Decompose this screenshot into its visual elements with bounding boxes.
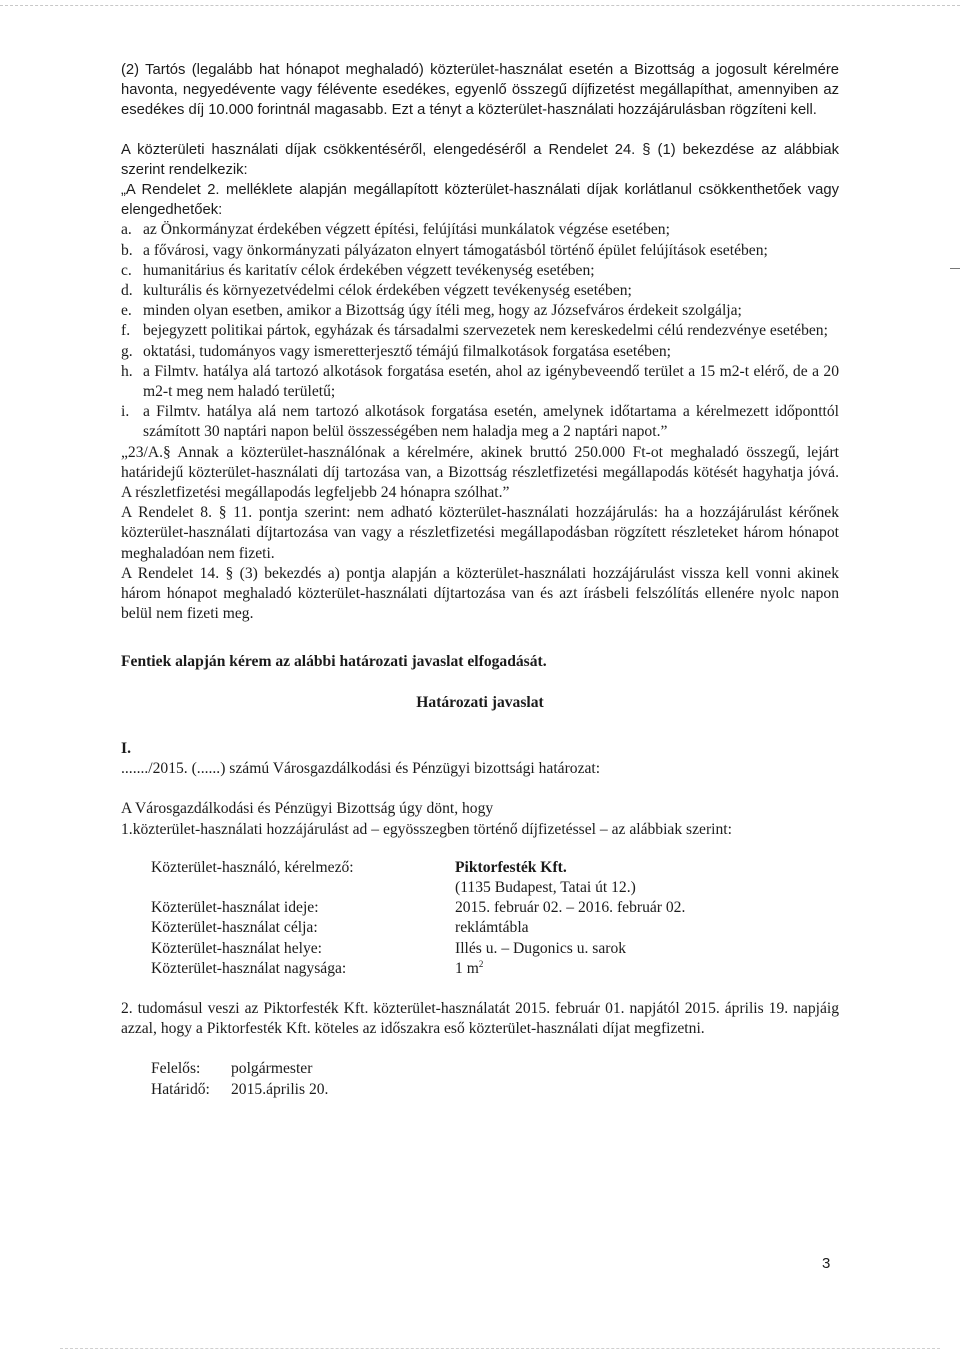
discount-case-item xyxy=(121,301,839,321)
list-item-text: az Önkormányzat érdekében végzett építési, felújítási munkálatok végzése esetében; xyxy=(143,221,670,239)
resolution-title: Határozati javaslat xyxy=(416,693,544,711)
list-item-label: g. xyxy=(121,342,133,360)
detail-value: 2015. február 02. – 2016. február 02. xyxy=(455,899,686,917)
discount-case-item xyxy=(121,342,839,362)
resolution-point-1: 1.közterület-használati hozzájárulást ad – egyösszegben történő díjfizetéssel – az alábbiak szerint: xyxy=(121,820,732,838)
resolution-number-line: ......./2015. (......) számú Városgazdálkodási és Pénzügyi bizottsági határozat: xyxy=(121,760,601,778)
list-item-label: a. xyxy=(121,221,132,239)
detail-key: Közterület-használó, kérelmező: xyxy=(151,858,354,876)
discount-case-item xyxy=(121,281,839,301)
list-item-text: minden olyan esetben, amikor a Bizottság úgy ítéli meg, hogy az Józsefváros érdekeit szolgálja; xyxy=(143,302,742,320)
resolution-decides: A Városgazdálkodási és Pénzügyi Bizottság úgy dönt, hogy xyxy=(121,800,494,818)
detail-value: Illés u. – Dugonics u. sarok xyxy=(455,939,627,957)
detail-value: (1135 Budapest, Tatai út 12.) xyxy=(455,878,636,896)
list-item-text: kulturális és környezetvédelmi célok érdekében végzett tevékenység esetében; xyxy=(143,282,632,300)
list-item-label: d. xyxy=(121,282,133,300)
list-item-text: a Filmtv. hatálya alá tartozó alkotások forgatása esetén, ahol az igénybeveendő terület a 15 m2-t elérő, de a 20 m2-t meg nem haladó területű; xyxy=(143,362,839,401)
list-item-label: b. xyxy=(121,241,133,259)
request-statement: Fentiek alapján kérem az alábbi határozati javaslat elfogadását. xyxy=(121,653,547,671)
area-unit-exponent: 2 xyxy=(478,958,484,969)
discount-case-item xyxy=(121,241,839,261)
paragraph-section-14: A Rendelet 14. § (3) bekezdés a) pontja alapján a közterület-használati hozzájárulást vissza kell vonni akinek három hónapot meghaladó közterület-használati díjtartozása van és azt írásbeli felszólítás ellenére nyolc napon belül nem fizeti meg. xyxy=(121,564,839,623)
paragraph-section-8: A Rendelet 8. § 11. pontja szerint: nem adható közterület-használati hozzájárulás: ha a hozzájárulást kérőnek közterület-használati díjtartozása van vagy a részletfizetési megállapodásban rögzített részleteket három hónapot meghaladóan nem fizeti. xyxy=(121,504,839,562)
paragraph-discount-intro: A közterületi használati díjak csökkentéséről, elengedéséről a Rendelet 24. § (1) bekezdése az alábbiak szerint rendelkezik: xyxy=(121,141,839,178)
list-item-label: e. xyxy=(121,302,132,320)
signature-block xyxy=(151,1059,839,1099)
resolution-point-2: 2. tudomásul veszi az Piktorfesték Kft. közterület-használatát 2015. február 01. napjától 2015. április 19. napjáig azzal, hogy a Piktorfesték Kft. köteles az időszakra eső közterület-használati díjat megfizetni. xyxy=(121,999,839,1038)
scan-top-edge xyxy=(0,5,960,6)
resolution-roman-numeral: I. xyxy=(121,739,131,757)
detail-value: reklámtábla xyxy=(455,919,529,937)
paragraph-annex-quote: „A Rendelet 2. melléklete alapján megállapított közterület-használati díjak korlátlanul csökkenthetőek vagy elengedhetőek: xyxy=(121,182,839,219)
list-item-text: a Filmtv. hatálya alá nem tartozó alkotások forgatása esetén, amelynek időtartama a kérelmezett időponttól számított 30 naptári napon belül összességében nem haladja meg a 2 naptári napot.” xyxy=(143,403,839,441)
discount-case-item xyxy=(121,261,839,281)
paragraph-installment: (2) Tartós (legalább hat hónapot meghaladó) közterület-használat esetén a Bizottság a jogosult kérelmére havonta, negyedévente vagy félévente esedékes, egyenlő összegű díjfizetést megállapíthat, amennyiben az esedékes díj 10.000 forintnál magasabb. Ezt a tényt a közterület-használati hozzájárulásban rögzíteni kell. xyxy=(121,62,839,119)
detail-value-area xyxy=(455,959,839,979)
detail-key: Közterület-használat helye: xyxy=(151,939,323,957)
discount-case-item xyxy=(121,402,839,442)
list-item-text: a fővárosi, vagy önkormányzati pályázaton elnyert támogatásból történő épület felújítások esetében; xyxy=(143,241,768,259)
discount-case-list xyxy=(121,220,839,442)
deadline-label: Határidő: xyxy=(151,1080,210,1098)
list-item-text: bejegyzett politikai pártok, egyházak és társadalmi szervezetek nem kereskedelmi célú rendezvénye esetében; xyxy=(143,322,828,340)
detail-key xyxy=(151,878,455,898)
responsible-value: polgármester xyxy=(231,1060,313,1078)
scan-edge-mark xyxy=(950,268,960,269)
permit-details xyxy=(151,858,839,979)
paragraph-23a: „23/A.§ Annak a közterület-használónak a kérelmére, akinek bruttó 250.000 Ft-ot meghaladó összegű, lejárt határidejű közterület-használati díj tartozása van, a Bizottság részletfizetési megállapodás kötését hagyhatja jóvá. A részletfizetési megállapodás legfeljebb 24 hónapra szólhat.” xyxy=(121,443,839,502)
page-number: 3 xyxy=(822,1255,831,1272)
scan-bottom-edge xyxy=(60,1348,940,1349)
list-item-label: h. xyxy=(121,362,133,380)
list-item-label: c. xyxy=(121,261,132,279)
detail-key-area: Közterület-használat nagysága: xyxy=(151,959,347,977)
responsible-label: Felelős: xyxy=(151,1060,201,1078)
list-item-text: humanitárius és karitatív célok érdekében végzett tevékenység esetében; xyxy=(143,261,595,279)
list-item-text: oktatási, tudományos vagy ismeretterjesztő témájú filmalkotások forgatása esetében; xyxy=(143,342,672,360)
discount-case-item xyxy=(121,220,839,240)
deadline-value: 2015.április 20. xyxy=(231,1080,329,1098)
detail-value: Piktorfesték Kft. xyxy=(455,858,567,876)
detail-key: Közterület-használat célja: xyxy=(151,919,318,937)
area-number: 1 m xyxy=(455,959,479,977)
page-content xyxy=(121,60,839,1100)
list-item-label: i. xyxy=(121,403,130,421)
list-item-label: f. xyxy=(121,322,131,340)
discount-case-item xyxy=(121,321,839,341)
discount-case-item xyxy=(121,362,839,402)
detail-key: Közterület-használat ideje: xyxy=(151,899,319,917)
